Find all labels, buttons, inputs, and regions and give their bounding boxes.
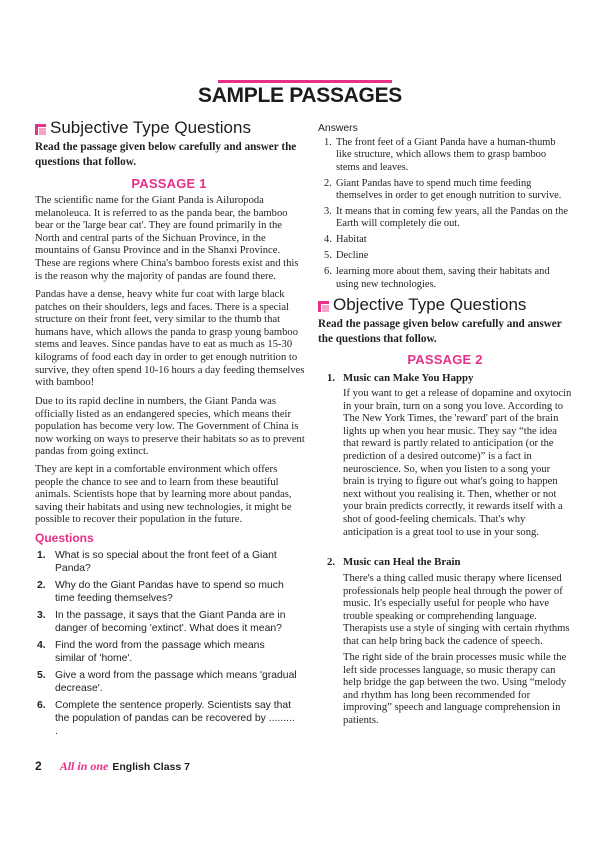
answers-heading: Answers	[318, 123, 358, 134]
subjective-instruction: Read the passage given below carefully and answer the questions that follow.	[35, 141, 297, 168]
list-item: 2. Why do the Giant Pandas have to spend so much time feeding themselves?	[37, 580, 284, 604]
passage-1-paragraph: The scientific name for the Giant Panda is Ailuropoda melanoleuca. It is referred to as the panda bear, the bamboo bear or the 'large bear cat'. They are found primarily in the North and central parts of the Sichuan Province, in the mountains of Gansu Province and in the Shanxi Province. These are regions where China's bamboo forests exist and this is the reason why the majority of pandas are found there.	[35, 195, 299, 282]
page-footer	[35, 759, 190, 774]
passage-2-subheading: 1. Music can Make You Happy	[327, 372, 474, 384]
list-item: 4. Find the word from the passage which means similar of 'home'.	[37, 640, 265, 664]
section-square-icon	[35, 124, 46, 135]
subjective-section-heading	[35, 118, 251, 138]
list-item: 6. learning more about them, saving their habitats and using new technologies.	[324, 266, 550, 290]
book-subject: English Class 7	[112, 761, 190, 773]
passage-2-paragraph: There's a thing called music therapy where licensed professionals help people heal through the power of music. It's especially useful for people who have trouble speaking or comprehending language. Therapists use a style of singing with certain rhythms that can help bring back the cadence of speech.	[343, 573, 570, 647]
page-number: 2	[35, 759, 42, 773]
passage-2-paragraph: If you want to get a release of dopamine and oxytocin in your brain, turn on a song you love. According to The New York Times, the 'reward' part of the brain lights up when you hear music. They say “the idea that reward is partly related to anticipation (or the prediction of a desired outcome)” is a fact in neuroscience. So, when you listen to a song your brain is trying to figure out what's going to happen next without you realising it. Then, whether or not your brain predicts correctly, it rewards itself with a shot of good-feeling chemicals. That's why anticipation is a great tool to use in your song.	[343, 388, 572, 538]
section-square-icon	[318, 301, 329, 312]
passage-1-paragraph: Due to its rapid decline in numbers, the Giant Panda was officially listed as an endangered species, which means their population has become very low. The Government of China is now working on ways to preserve their habitats so as to prevent pandas from going extinct.	[35, 396, 305, 458]
passage-2-title: PASSAGE 2	[407, 352, 483, 367]
subjective-section-title: Subjective Type Questions	[50, 118, 251, 137]
objective-section-heading	[318, 295, 526, 315]
questions-heading: Questions	[35, 531, 94, 545]
title-rule	[218, 80, 392, 83]
passage-2-subheading: 2. Music can Heal the Brain	[327, 556, 461, 568]
passage-2-paragraph: The right side of the brain processes music while the left side processes language, so music therapy can help bridge the gap between the two. Using “melody and rhythm has long been recommended for improving” speech and language comprehension in patients.	[343, 652, 567, 726]
list-item: 5. Decline	[324, 250, 369, 262]
list-item: 1. The front feet of a Giant Panda have a human-thumb like structure, which allows them to grasp bamboo stems and leaves.	[324, 137, 556, 173]
answers-list	[318, 137, 570, 294]
passage-1-paragraph: Pandas have a dense, heavy white fur coat with large black patches on their shoulders, legs and faces. There is a special structure on their front feet, very similar to the thumb that humans have, which allows the panda to grasp young bamboo stems and leaves. Since pandas have to eat as much as 15-30 kilograms of food each day in order to get enough nutrition to survive, they often spend 10-16 hours a day feeding themselves with bamboo!	[35, 289, 305, 389]
list-item: 2. Giant Pandas have to spend much time feeding themselves in order to get enough nutrition to survive.	[324, 177, 562, 202]
brand-logo: All in one	[59, 759, 109, 773]
list-item: 3. It means that in coming few years, all the Pandas on the Earth will completely die out.	[324, 206, 568, 230]
list-item: 5. Give a word from the passage which means 'gradual decrease'.	[37, 670, 297, 694]
passage-1-title: PASSAGE 1	[131, 176, 207, 191]
list-item: 1. What is so special about the front feet of a Giant Panda?	[37, 550, 277, 574]
questions-list	[35, 549, 297, 742]
page-title-part1: SAMPLE	[197, 84, 284, 107]
page-title-part2: PASSAGES	[289, 84, 402, 107]
list-item: 6. Complete the sentence properly. Scientists say that the population of pandas can be recovered by ......... .	[37, 700, 295, 737]
page-title	[0, 84, 600, 108]
list-item: 4. Habitat	[324, 234, 367, 246]
objective-instruction: Read the passage given below carefully and answer the questions that follow.	[318, 318, 562, 345]
list-item: 3. In the passage, it says that the Giant Panda are in danger of becoming 'extinct'. What does it mean?	[37, 610, 286, 634]
objective-section-title: Objective Type Questions	[333, 295, 527, 314]
passage-1-paragraph: They are kept in a comfortable environment which offers people the chance to see and to learn from these beautiful animals. Scientists hope that by learning more about pandas, saving their habitats and using new technologies, it might be possible to recover their population in the future.	[35, 464, 292, 526]
